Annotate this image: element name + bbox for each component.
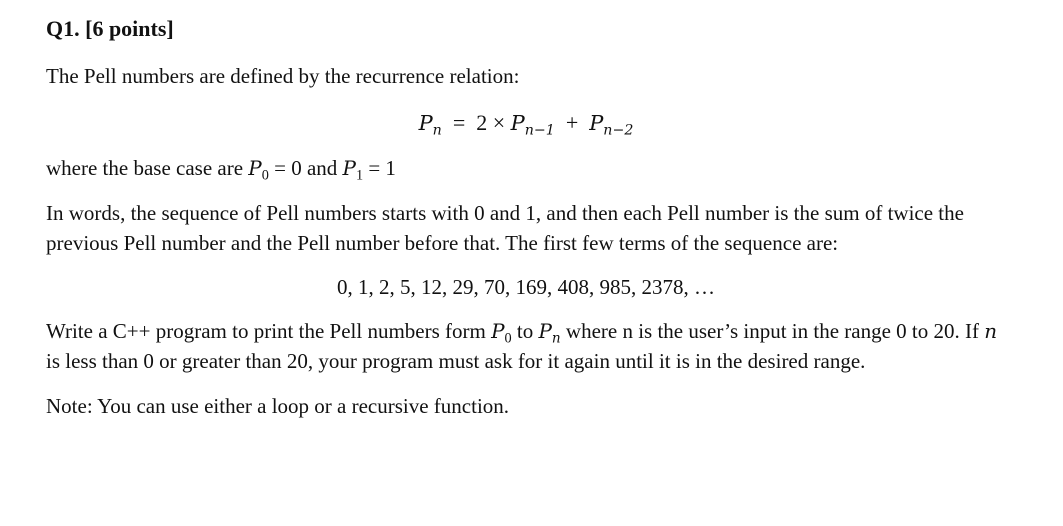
- intro-text: The Pell numbers are defined by the recurrence relation:: [46, 64, 520, 88]
- task-to-var: P: [538, 319, 552, 343]
- note-text: Note: You can use either a loop or a recursive function.: [46, 394, 510, 418]
- base-case-prefix: where the base case are: [46, 155, 244, 180]
- task-to-sub: n: [551, 330, 561, 347]
- base-p0-sub: 0: [261, 166, 269, 183]
- task-part1: Write a C++ program to print the Pell numbers form: [46, 319, 486, 343]
- formula-term2-sub: n−2: [603, 121, 634, 138]
- base-p1-value: = 1: [368, 155, 396, 180]
- question-document: [46, 14, 1006, 422]
- base-p1-var: P: [342, 155, 356, 180]
- task-to: to: [516, 319, 534, 343]
- task-from-sub: 0: [504, 330, 512, 347]
- base-p0-value: = 0: [274, 155, 302, 180]
- formula-lhs-sub: n: [432, 121, 442, 138]
- base-p0-var: P: [248, 155, 262, 180]
- task-part2: where n is the user’s input in the range 0 to 20. If: [565, 319, 980, 343]
- recurrence-formula: [46, 108, 1006, 138]
- base-case-conj: and: [306, 155, 338, 180]
- base-p1-sub: 1: [355, 166, 364, 183]
- formula-term1-sub: n−1: [524, 121, 555, 138]
- question-title: Q1. [6 points]: [46, 16, 174, 41]
- base-case-text: [46, 154, 1006, 184]
- formula-term1-var: P: [510, 110, 525, 135]
- task-paragraph: [46, 317, 1006, 376]
- formula-lhs-var: P: [418, 110, 433, 135]
- task-n-var: n: [984, 319, 998, 343]
- formula-plus: +: [565, 109, 579, 135]
- formula-term2-var: P: [589, 110, 604, 135]
- formula-coefficient: 2 ×: [476, 109, 506, 135]
- task-part3: is less than 0 or greater than 20, your program must ask for it again until it is in the desired range.: [46, 348, 866, 373]
- words-paragraph: In words, the sequence of Pell numbers starts with 0 and 1, and then each Pell number is the sum of twice the previous Pell number and the Pell number before that. The first few terms of the sequence are:: [46, 201, 964, 255]
- formula-equals: =: [452, 109, 466, 135]
- task-from-var: P: [491, 319, 505, 343]
- sequence-terms: 0, 1, 2, 5, 12, 29, 70, 169, 408, 985, 2378, …: [337, 275, 715, 299]
